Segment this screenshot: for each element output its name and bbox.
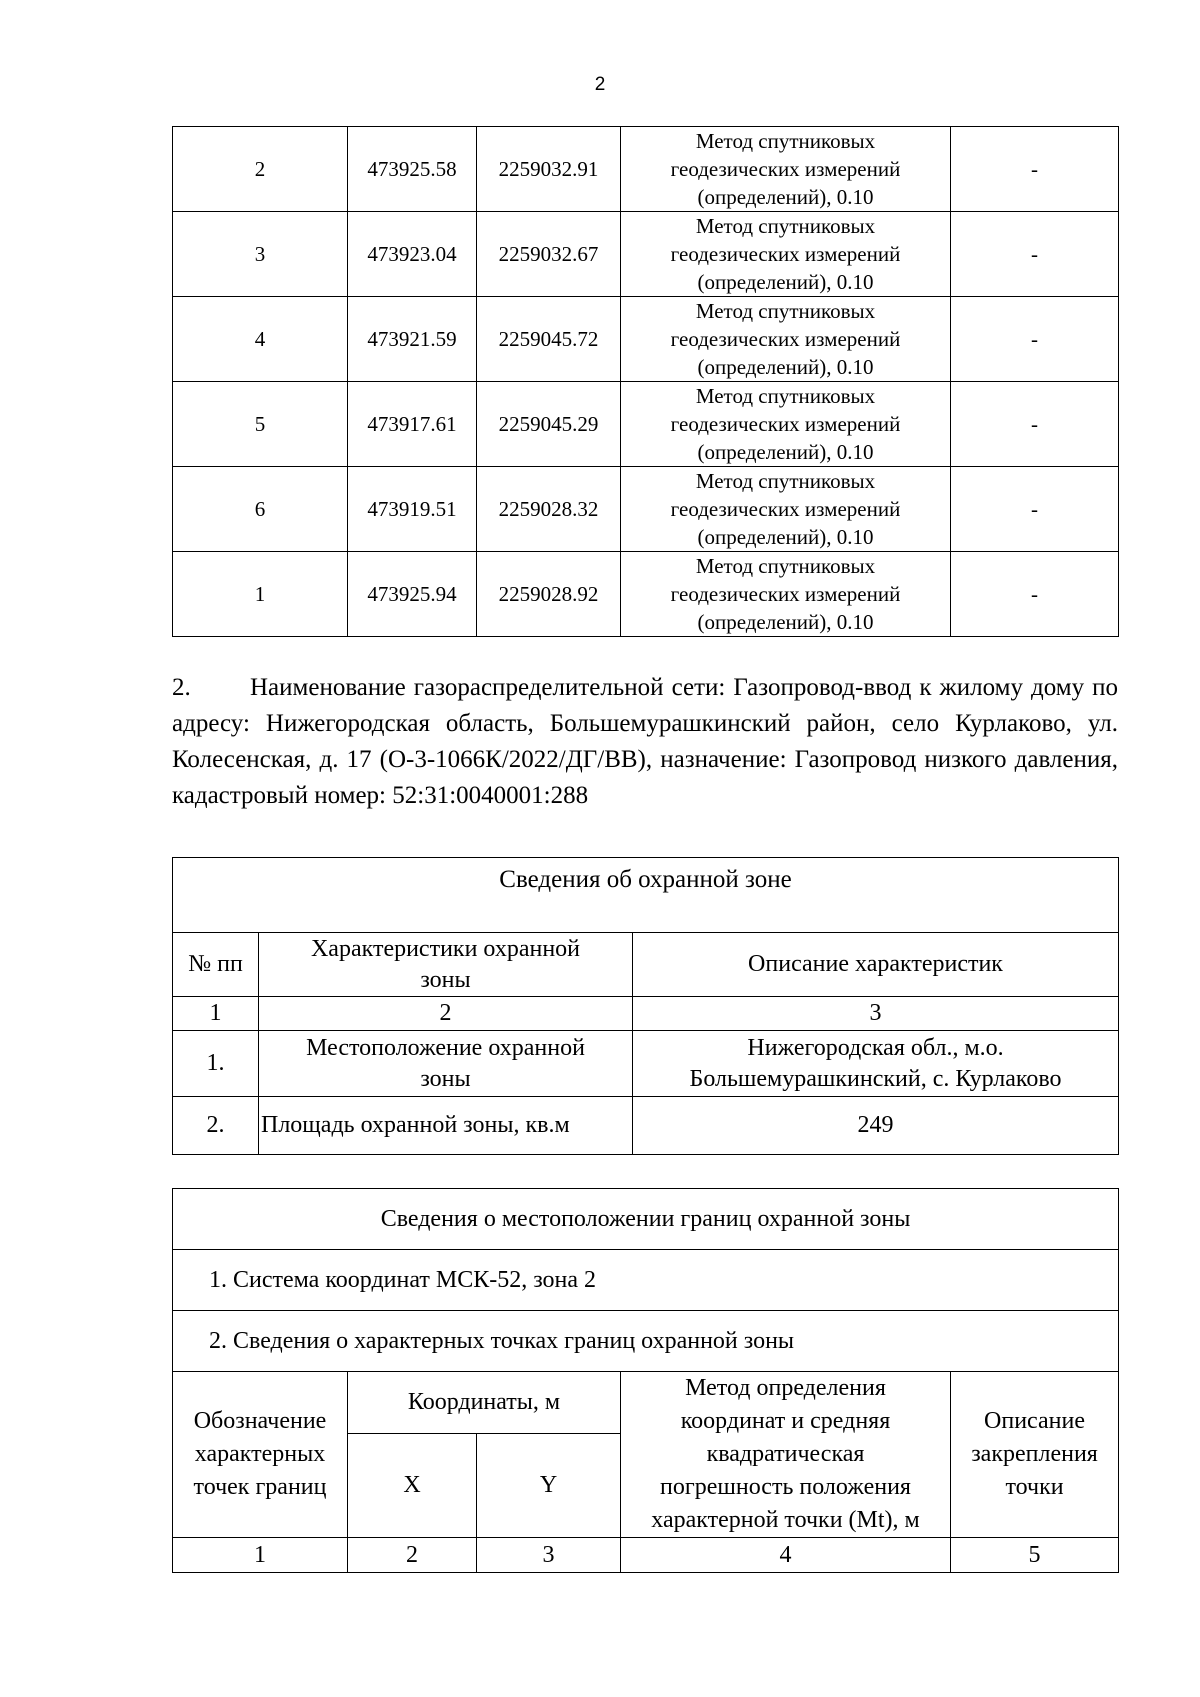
point-method-line: геодезических измерений	[670, 582, 901, 606]
header-method-line: квадратическая	[706, 1441, 865, 1467]
point-label: 1	[173, 552, 348, 637]
zone-info-header-description: Описание характеристик	[633, 933, 1119, 997]
page-number: 2	[594, 74, 606, 95]
point-x: 473921.59	[348, 297, 477, 382]
zone-info-header-characteristic-line: зоны	[420, 966, 471, 993]
zone-info-col-number: 2	[259, 997, 633, 1031]
point-method-line: Метод спутниковых	[695, 299, 876, 323]
point-x: 473925.58	[348, 127, 477, 212]
point-y: 2259028.32	[477, 467, 621, 552]
coordinate-system: 1. Система координат МСК-52, зона 2	[173, 1250, 1119, 1311]
header-y: Y	[477, 1434, 621, 1538]
header-description-line: закрепления	[971, 1441, 1098, 1467]
zone-info-row-value: 249	[633, 1097, 1119, 1155]
header-method-line: Метод определения	[685, 1375, 886, 1401]
point-x: 473923.04	[348, 212, 477, 297]
point-description: -	[951, 127, 1119, 212]
points-table-row	[173, 297, 1119, 382]
zone-info-col-number: 3	[633, 997, 1119, 1031]
zone-info-row-value-line: Большемурашкинский, с. Курлаково	[689, 1065, 1062, 1092]
point-description: -	[951, 552, 1119, 637]
zone-info-row-value	[633, 1031, 1119, 1097]
header-description-line: точки	[1005, 1474, 1064, 1500]
points-info-heading: 2. Сведения о характерных точках границ охранной зоны	[173, 1311, 1119, 1372]
points-table-row	[173, 467, 1119, 552]
header-description	[951, 1372, 1119, 1538]
point-y: 2259032.91	[477, 127, 621, 212]
header-description-line: Описание	[984, 1408, 1085, 1434]
point-method	[621, 467, 951, 552]
header-coordinates: Координаты, м	[348, 1372, 621, 1434]
zone-info-header-characteristic-line: Характеристики охранной	[310, 935, 581, 962]
point-x: 473917.61	[348, 382, 477, 467]
point-y: 2259045.72	[477, 297, 621, 382]
header-method-line: погрешность положения	[660, 1474, 911, 1500]
zone-info-row-num: 2.	[173, 1097, 259, 1155]
point-method	[621, 127, 951, 212]
point-method-line: (определений), 0.10	[697, 525, 874, 549]
zone-info-header-num: № пп	[173, 933, 259, 997]
zone-info-row-characteristic-line: зоны	[420, 1065, 471, 1092]
point-label: 2	[173, 127, 348, 212]
points-table-row	[173, 382, 1119, 467]
point-description: -	[951, 297, 1119, 382]
point-method-line: Метод спутниковых	[695, 129, 876, 153]
point-description: -	[951, 467, 1119, 552]
point-x: 473925.94	[348, 552, 477, 637]
header-x: X	[348, 1434, 477, 1538]
boundary-col-number: 5	[951, 1538, 1119, 1573]
point-method-line: геодезических измерений	[670, 497, 901, 521]
points-table-body	[173, 127, 1119, 637]
boundary-col-number: 4	[621, 1538, 951, 1573]
header-method-line: характерной точки (Mt), м	[651, 1507, 920, 1533]
zone-info-col-number: 1	[173, 997, 259, 1031]
header-designation-line: характерных	[194, 1441, 326, 1467]
point-label: 5	[173, 382, 348, 467]
point-method	[621, 297, 951, 382]
section-paragraph	[172, 670, 1118, 814]
point-method-line: (определений), 0.10	[697, 270, 874, 294]
boundary-col-number: 3	[477, 1538, 621, 1573]
point-y: 2259028.92	[477, 552, 621, 637]
point-method-line: геодезических измерений	[670, 157, 901, 181]
boundary-table	[172, 1188, 1119, 1573]
point-method-line: геодезических измерений	[670, 327, 901, 351]
points-table-row	[173, 127, 1119, 212]
point-method	[621, 382, 951, 467]
zone-info-row-value-line: Нижегородская обл., м.о.	[747, 1034, 1004, 1061]
header-designation	[173, 1372, 348, 1538]
points-table-row	[173, 552, 1119, 637]
zone-info-row-characteristic: Площадь охранной зоны, кв.м	[259, 1097, 633, 1155]
point-label: 6	[173, 467, 348, 552]
point-description: -	[951, 212, 1119, 297]
point-method-line: (определений), 0.10	[697, 610, 874, 634]
zone-info-row-characteristic	[259, 1031, 633, 1097]
zone-info-title: Сведения об охранной зоне	[173, 858, 1119, 933]
zone-info-table	[172, 857, 1119, 1155]
point-method-line: геодезических измерений	[670, 242, 901, 266]
boundary-col-number: 1	[173, 1538, 348, 1573]
section-text: Наименование газораспределительной сети: Газопровод-ввод к жилому дому по адресу: Нижегородская область, Большемурашкинский район, село Курлаково, ул. Колесенская, д. 17 (О-3-1066К/2022/ДГ/ВВ), назначение: Газопровод низкого давления, кадастровый номер: 52:31:0040001:288	[172, 674, 1118, 809]
section-number: 2.	[172, 674, 191, 701]
point-method-line: (определений), 0.10	[697, 440, 874, 464]
point-method-line: Метод спутниковых	[695, 384, 876, 408]
points-table-row	[173, 212, 1119, 297]
points-table	[172, 126, 1119, 637]
header-method-line: координат и средняя	[680, 1408, 891, 1434]
point-method-line: Метод спутниковых	[695, 469, 876, 493]
point-method	[621, 552, 951, 637]
zone-info-header-characteristic	[259, 933, 633, 997]
point-label: 4	[173, 297, 348, 382]
point-method-line: (определений), 0.10	[697, 185, 874, 209]
point-method-line: геодезических измерений	[670, 412, 901, 436]
point-method-line: (определений), 0.10	[697, 355, 874, 379]
point-label: 3	[173, 212, 348, 297]
point-method	[621, 212, 951, 297]
header-designation-line: точек границ	[193, 1474, 327, 1500]
boundary-col-number: 2	[348, 1538, 477, 1573]
point-x: 473919.51	[348, 467, 477, 552]
header-designation-line: Обозначение	[193, 1408, 327, 1434]
point-method-line: Метод спутниковых	[695, 214, 876, 238]
zone-info-row-characteristic-line: Местоположение охранной	[306, 1034, 585, 1061]
point-description: -	[951, 382, 1119, 467]
point-method-line: Метод спутниковых	[695, 554, 876, 578]
point-y: 2259045.29	[477, 382, 621, 467]
header-method	[621, 1372, 951, 1538]
zone-info-row-num: 1.	[173, 1031, 259, 1097]
point-y: 2259032.67	[477, 212, 621, 297]
boundary-title: Сведения о местоположении границ охранной зоны	[173, 1189, 1119, 1250]
